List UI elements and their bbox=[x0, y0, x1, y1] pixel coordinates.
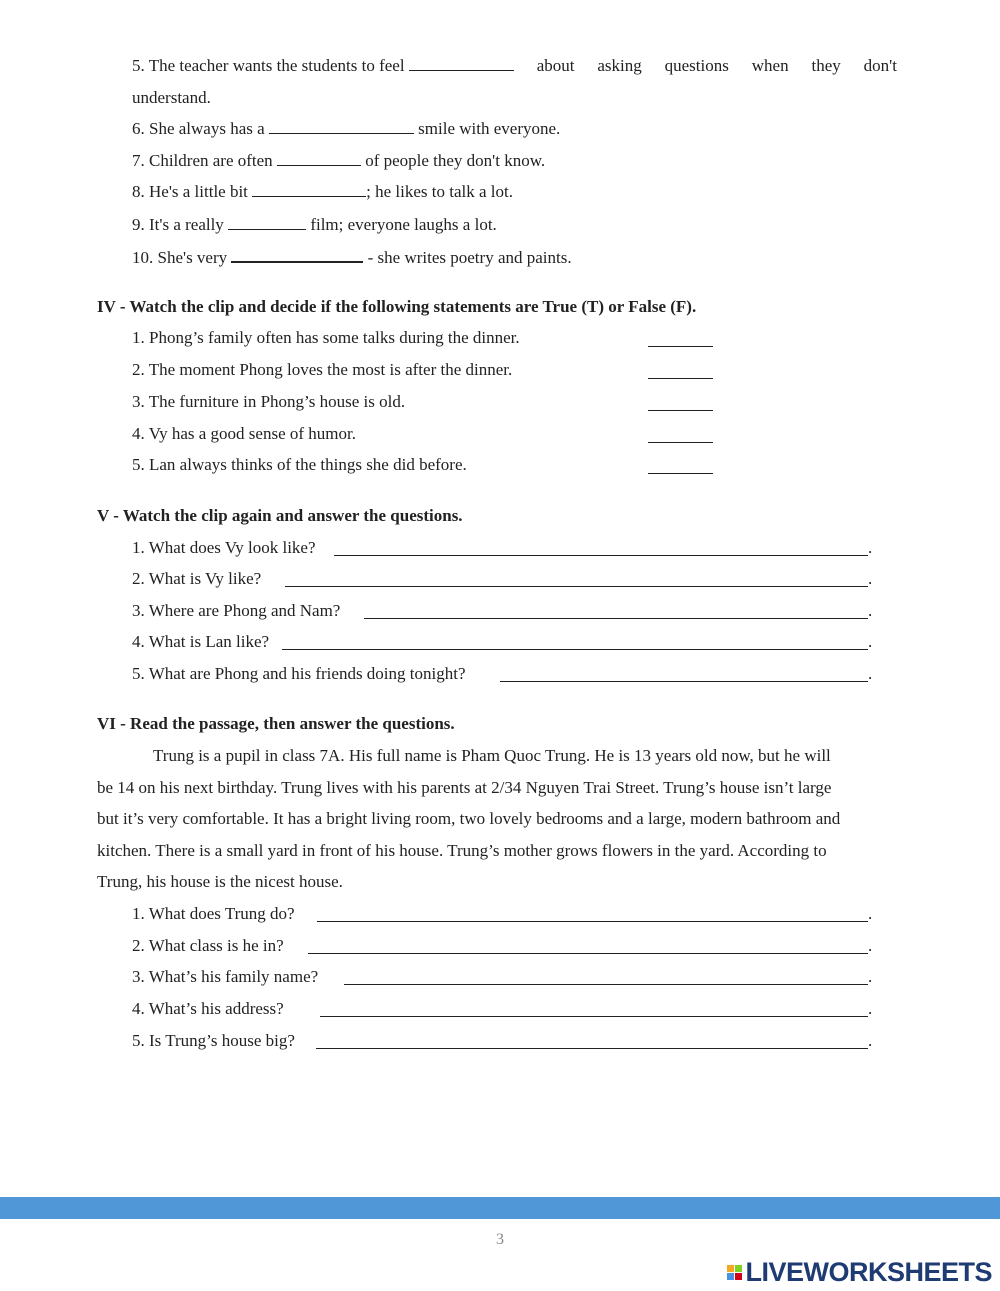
v-answer-2-period: . bbox=[868, 569, 873, 588]
vi-question-5: 5. Is Trung’s house big? bbox=[132, 1031, 295, 1050]
q6-prefix: 6. She always has a bbox=[132, 119, 265, 138]
liveworksheets-icon bbox=[727, 1265, 742, 1280]
vi-question-3: 3. What’s his family name? bbox=[132, 967, 319, 986]
q5-prefix: 5. The teacher wants the students to feel bbox=[132, 56, 405, 75]
q7-prefix: 7. Children are often bbox=[132, 151, 273, 170]
q8-prefix: 8. He's a little bit bbox=[132, 182, 248, 201]
q6-line bbox=[132, 119, 560, 139]
q7-line bbox=[132, 151, 545, 171]
passage-line-1: Trung is a pupil in class 7A. His full name is Pham Quoc Trung. He is 13 years old now, but he will bbox=[153, 746, 831, 765]
q7-suffix: of people they don't know. bbox=[365, 151, 546, 170]
liveworksheets-logo[interactable] bbox=[727, 1257, 992, 1288]
section-vi-heading: VI - Read the passage, then answer the questions. bbox=[97, 714, 455, 733]
v-answer-2[interactable] bbox=[285, 572, 868, 587]
brand-name: LIVEWORKSHEETS bbox=[745, 1257, 992, 1287]
vi-question-2: 2. What class is he in? bbox=[132, 936, 284, 955]
v-question-4: 4. What is Lan like? bbox=[132, 632, 270, 651]
v-answer-5[interactable] bbox=[500, 667, 868, 682]
tf-answer-4[interactable] bbox=[648, 428, 713, 443]
q9-suffix: film; everyone laughs a lot. bbox=[310, 215, 497, 234]
section-iv-heading: IV - Watch the clip and decide if the following statements are True (T) or False (F). bbox=[97, 297, 697, 316]
q8-suffix: ; he likes to talk a lot. bbox=[366, 182, 513, 201]
q9-line bbox=[132, 215, 497, 235]
q5-word: questions bbox=[664, 56, 729, 75]
v-question-5: 5. What are Phong and his friends doing tonight? bbox=[132, 664, 466, 683]
vi-answer-2-period: . bbox=[868, 936, 873, 955]
q5-blank[interactable] bbox=[409, 56, 514, 71]
q6-blank[interactable] bbox=[269, 119, 414, 134]
tf-statement-2: 2. The moment Phong loves the most is after the dinner. bbox=[132, 360, 513, 379]
vi-answer-4[interactable] bbox=[320, 1002, 868, 1017]
v-answer-1-period: . bbox=[868, 538, 873, 557]
vi-answer-1-period: . bbox=[868, 904, 873, 923]
v-answer-4-period: . bbox=[868, 632, 873, 651]
v-question-1: 1. What does Vy look like? bbox=[132, 538, 316, 557]
tf-statement-1: 1. Phong’s family often has some talks during the dinner. bbox=[132, 328, 520, 347]
v-answer-1[interactable] bbox=[334, 541, 868, 556]
passage-line-5: Trung, his house is the nicest house. bbox=[97, 872, 343, 891]
q7-blank[interactable] bbox=[277, 151, 361, 166]
v-question-2: 2. What is Vy like? bbox=[132, 569, 262, 588]
vi-answer-4-period: . bbox=[868, 999, 873, 1018]
q6-suffix: smile with everyone. bbox=[418, 119, 561, 138]
q8-blank[interactable] bbox=[252, 182, 366, 197]
tf-answer-2[interactable] bbox=[648, 364, 713, 379]
q10-line bbox=[132, 247, 572, 268]
q5-word: when bbox=[751, 56, 789, 75]
q5-word: about bbox=[536, 56, 575, 75]
passage-line-3: but it’s very comfortable. It has a bright living room, two lovely bedrooms and a large, modern bathroom and bbox=[97, 809, 841, 828]
tf-statement-5: 5. Lan always thinks of the things she did before. bbox=[132, 455, 467, 474]
vi-answer-3[interactable] bbox=[344, 970, 868, 985]
vi-answer-1[interactable] bbox=[317, 907, 868, 922]
v-answer-5-period: . bbox=[868, 664, 873, 683]
v-answer-4[interactable] bbox=[282, 635, 868, 650]
vi-answer-5[interactable] bbox=[316, 1034, 868, 1049]
v-question-3: 3. Where are Phong and Nam? bbox=[132, 601, 341, 620]
q9-blank[interactable] bbox=[228, 215, 306, 230]
passage-line-4: kitchen. There is a small yard in front of his house. Trung’s mother grows flowers in the yard. According to bbox=[97, 841, 827, 860]
q8-line bbox=[132, 182, 513, 202]
tf-answer-5[interactable] bbox=[648, 459, 713, 474]
tf-statement-3: 3. The furniture in Phong’s house is old. bbox=[132, 392, 406, 411]
vi-answer-3-period: . bbox=[868, 967, 873, 986]
vi-question-4: 4. What’s his address? bbox=[132, 999, 284, 1018]
q9-prefix: 9. It's a really bbox=[132, 215, 224, 234]
v-answer-3[interactable] bbox=[364, 604, 868, 619]
q5-continuation: understand. bbox=[132, 88, 211, 107]
tf-answer-3[interactable] bbox=[648, 396, 713, 411]
q5-word: they bbox=[811, 56, 841, 75]
page-number: 3 bbox=[496, 1231, 504, 1248]
passage-line-2: be 14 on his next birthday. Trung lives with his parents at 2/34 Nguyen Trai Street. Trung’s house isn’t large bbox=[97, 778, 832, 797]
q5-line bbox=[132, 56, 897, 76]
footer-bar bbox=[0, 1197, 1000, 1219]
tf-answer-1[interactable] bbox=[648, 332, 713, 347]
q10-prefix: 10. She's very bbox=[132, 248, 228, 267]
q5-word: don't bbox=[863, 56, 897, 75]
vi-answer-2[interactable] bbox=[308, 939, 868, 954]
q10-blank[interactable] bbox=[231, 247, 363, 263]
section-v-heading: V - Watch the clip again and answer the questions. bbox=[97, 506, 463, 525]
vi-answer-5-period: . bbox=[868, 1031, 873, 1050]
q10-suffix: - she writes poetry and paints. bbox=[367, 248, 572, 267]
vi-question-1: 1. What does Trung do? bbox=[132, 904, 295, 923]
v-answer-3-period: . bbox=[868, 601, 873, 620]
q5-word: asking bbox=[597, 56, 642, 75]
tf-statement-4: 4. Vy has a good sense of humor. bbox=[132, 424, 356, 443]
